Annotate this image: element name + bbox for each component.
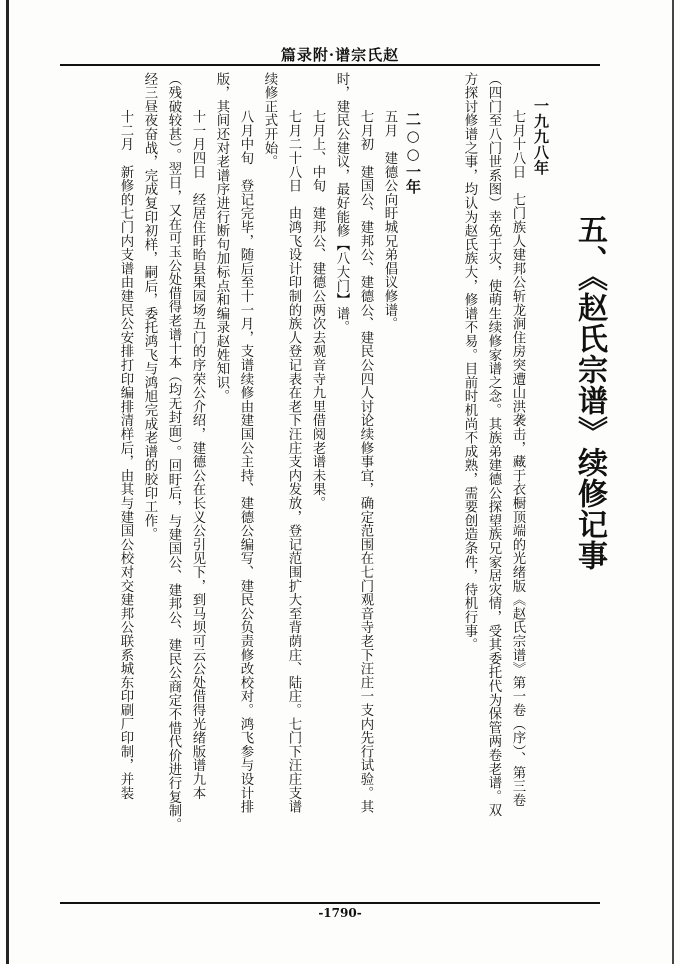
text-column: 七月初 建国公、建邦公、建德公、建民公四人讨论续修事宜，确定范围在七门观音寺老下汪庄一支内先行试验。其 — [358, 96, 373, 814]
text-column: 时，建民公建议，最好能修【八大门】谱。 — [334, 72, 349, 335]
text-column: 方探讨修谱之事，均认为赵氏族大，修谱不易。目前时机尚不成熟，需要创造条件，待机行事。 — [462, 72, 477, 652]
text-column: 八月中旬 登记完毕，随后至十一月，支谱续修由建国公主持、建德公编写、建民公负责修改校对。鸿飞参与设计排 — [238, 96, 253, 814]
text-column: 七月上、中旬 建邦公、建德公两次去观音寺九里借阅老谱未果。 — [310, 96, 325, 510]
running-header: 篇录附·谱宗氏赵 — [280, 46, 400, 64]
text-column: 经三昼夜奋战，完成复印初样，嗣后，委托鸿飞与鸿旭完成老谱的胶印工作。 — [142, 72, 157, 542]
text-column: 十二月 新修的七门内支谱由建民公安排打印编排清样后，由其与建国公校对交建邦公联系城东印刷厂印制，并装 — [118, 96, 133, 800]
year-heading-2001: 二○○一年 — [404, 96, 422, 195]
text-column: 七月二十八日 由鸿飞设计印制的族人登记表在老下汪庄支内发放，登记范围扩大至背荫庄、陆庄。七门下汪庄支谱 — [286, 96, 301, 814]
text-column: 续修正式开始。 — [262, 72, 277, 169]
section-title: 五、《赵氏宗谱》续修记事 — [572, 214, 607, 571]
text-column: 十一月四日 经居住盱眙县果园场五门的序荣公介绍，建德公在长义公引见下，到马坝可云公处借得光绪版谱九本 — [190, 96, 205, 800]
text-column: 七月十八日 七门族人建邦公斩龙涧住房突遭山洪袭击，藏于衣橱顶端的光绪版《赵氏宗谱》第一卷（序）、第三卷 — [510, 96, 525, 807]
header-rule — [60, 64, 600, 66]
text-column: 版，其间还对老谱序进行断句加标点和编录赵姓知识。 — [214, 72, 229, 404]
text-column: 五月 建德公向盱城兄弟倡议修谱。 — [382, 96, 397, 331]
scan-left-border — [6, 0, 9, 964]
footer-rule — [60, 902, 600, 904]
scan-right-border — [672, 0, 674, 964]
text-column: （四门至八门世系图）幸免于灾，使萌生续修家谱之念。其族弟建德公探望族兄家居灾情，受其委托代为保管两卷老谱。双 — [486, 72, 501, 818]
year-heading-1998: 一九九八年 — [532, 98, 550, 175]
text-column: （残破较甚）。翌日，又在可玉公处借得老谱十本（均无封面）。回盱后，与建国公、建邦公、建民公商定不惜代价进行复制。 — [166, 72, 181, 832]
page-number: -1790- — [318, 906, 362, 920]
